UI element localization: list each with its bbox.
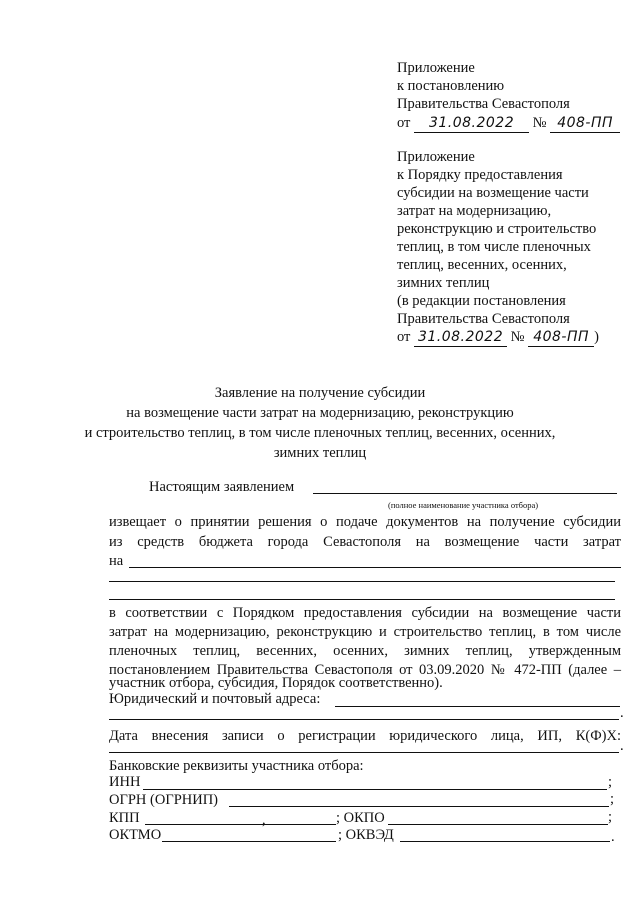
address-label: Юридический и почтовый адреса:: [109, 691, 321, 707]
inn-field[interactable]: [143, 789, 607, 790]
appendix-order-line: теплиц, в том числе пленочных: [397, 239, 591, 255]
appendix-ref-line: Правительства Севастополя: [397, 96, 570, 112]
costs-field-line-3[interactable]: [109, 599, 615, 600]
participant-name-field[interactable]: [313, 493, 617, 494]
oktmo-label: ОКТМО: [109, 827, 162, 843]
handwritten-date: 31.08.2022: [414, 115, 529, 133]
appendix-order-line: Правительства Севастополя: [397, 311, 570, 327]
okved-period: .: [611, 829, 615, 845]
paragraph-line: извещает о принятии решения о подаче документов на получение субсидии: [109, 514, 621, 530]
kpp-field[interactable]: [145, 824, 336, 825]
paragraph-line: из средств бюджета города Севастополя на возмещение части затрат: [109, 534, 621, 550]
appendix-order-line: теплиц, весенних, осенних,: [397, 257, 567, 273]
appendix-order-line: (в редакции постановления: [397, 293, 566, 309]
appendix-date-line: [397, 115, 620, 133]
closing-paren: ): [594, 329, 599, 345]
address-field-line-1[interactable]: [335, 706, 620, 707]
okpo-label: ; ОКПО: [336, 810, 385, 826]
title-line: зимних теплиц: [273, 445, 367, 461]
appendix-order-line: затрат на модернизацию,: [397, 203, 552, 219]
bank-details-label: Банковские реквизиты участника отбора:: [109, 758, 364, 774]
appendix-order-line: к Порядку предоставления: [397, 167, 563, 183]
title-line: на возмещение части затрат на модернизацию, реконструкцию: [126, 405, 514, 421]
kpp-label: КПП: [109, 810, 140, 826]
appendix-order-line: Приложение: [397, 149, 475, 165]
number-prefix: №: [510, 329, 525, 345]
appendix-order-line: зимних теплиц: [397, 275, 490, 291]
address-field-line-2[interactable]: [109, 719, 619, 720]
ogrn-field[interactable]: [229, 806, 609, 807]
registration-label: Дата внесения записи о регистрации юридического лица, ИП, К(Ф)Х:: [109, 728, 621, 744]
paragraph-line: постановлением Правительства Севастополя от 03.09.2020 № 472-ПП (далее –: [109, 662, 621, 678]
appendix-order-line: реконструкцию и строительство: [397, 221, 597, 237]
costs-field-line-1[interactable]: [129, 567, 621, 568]
inn-semicolon: ;: [608, 774, 613, 790]
paragraph-line: пленочных теплиц, весенних, осенних, зимних теплиц, утвержденным: [109, 643, 621, 659]
oktmo-field[interactable]: [162, 841, 336, 842]
appendix-order-date-line: [397, 329, 599, 347]
kpp-comma: ,: [262, 812, 266, 828]
number-prefix: №: [532, 115, 547, 131]
handwritten-date: 31.08.2022: [414, 329, 507, 347]
address-period: .: [620, 705, 624, 721]
ogrn-semicolon: ;: [610, 791, 615, 807]
paragraph-line: на: [109, 553, 124, 569]
registration-period: .: [620, 738, 624, 754]
ogrn-label: ОГРН (ОГРНИП): [109, 792, 219, 808]
participant-name-hint: (полное наименование участника отбора): [388, 500, 539, 510]
inn-label: ИНН: [109, 774, 141, 790]
date-prefix: от: [397, 329, 411, 345]
okpo-semicolon: ;: [608, 809, 613, 825]
okpo-field[interactable]: [388, 824, 608, 825]
appendix-order-line: субсидии на возмещение части: [397, 185, 589, 201]
date-prefix: от: [397, 115, 411, 131]
handwritten-number: 408-ПП: [528, 329, 594, 347]
costs-field-line-2[interactable]: [109, 581, 615, 582]
okved-field[interactable]: [400, 841, 610, 842]
registration-date-field[interactable]: [109, 752, 619, 753]
paragraph-line: в соответствии с Порядком предоставления субсидии на возмещение части: [109, 605, 621, 621]
appendix-heading: Приложение: [397, 60, 475, 76]
okved-label: ; ОКВЭД: [338, 827, 394, 843]
appendix-ref-line: к постановлению: [397, 78, 505, 94]
paragraph-line: затрат на модернизацию, реконструкцию и строительство теплиц, в том числе: [109, 624, 621, 640]
intro-label: Настоящим заявлением: [149, 479, 295, 495]
title-line: Заявление на получение субсидии: [214, 385, 426, 401]
handwritten-number: 408-ПП: [550, 115, 620, 133]
title-line: и строительство теплиц, в том числе пленочных теплиц, весенних, осенних,: [84, 425, 556, 441]
paragraph-line: участник отбора, субсидия, Порядок соответственно).: [109, 675, 443, 691]
